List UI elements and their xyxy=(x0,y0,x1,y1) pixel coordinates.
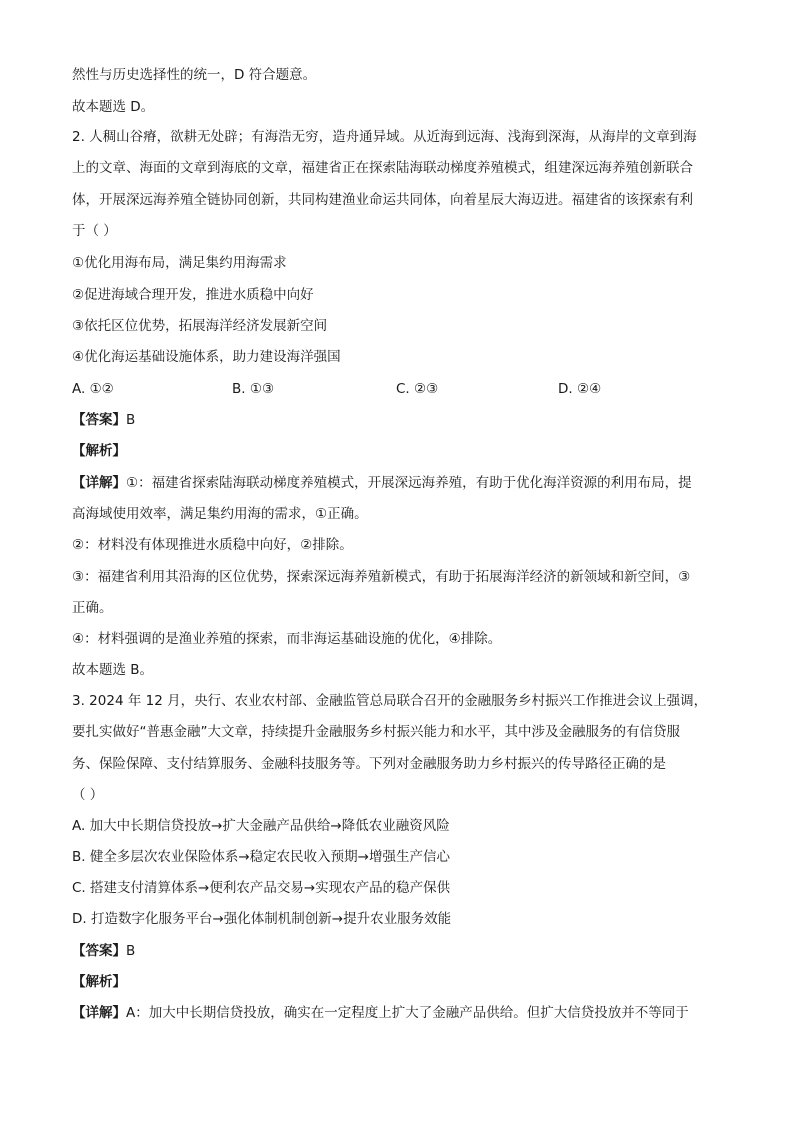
answer-value: B xyxy=(126,412,136,428)
answer-line xyxy=(72,411,135,429)
detail-line: ②：材料没有体现推进水质稳中向好，②排除。 xyxy=(72,537,353,553)
analysis-tag: 【解析】 xyxy=(72,443,126,459)
option-c: C. 搭建支付清算体系→便利农产品交易→实现农产品的稳产保供 xyxy=(72,880,451,896)
statement-2: ②促进海域合理开发，推进水质稳中向好 xyxy=(72,287,314,303)
statement-1: ①优化用海布局，满足集约用海需求 xyxy=(72,255,287,271)
detail-line xyxy=(72,1004,689,1022)
detail-line xyxy=(72,474,692,492)
text-line: 故本题选 D。 xyxy=(72,99,155,115)
question-2-stem: 2. 人稠山谷瘠，欲耕无处辟；有海浩无穷，造舟通异域。从近海到远海、浅海到深海，从海岸的文章到海 xyxy=(72,129,697,145)
option-d: D. ②④ xyxy=(558,381,602,397)
detail-line: ③：福建省利用其沿海的区位优势，探索深远海养殖新模式，有助于拓展海洋经济的新领域和新空间，③ xyxy=(72,569,691,585)
question-3-stem: 务、保险保障、支付结算服务、金融科技服务等。下列对金融服务助力乡村振兴的传导路径正确的是 xyxy=(72,756,666,772)
statement-3: ③依托区位优势，拓展海洋经济发展新空间 xyxy=(72,318,328,334)
detail-tag: 【详解】 xyxy=(72,475,126,491)
option-b: B. 健全多层次农业保险体系→稳定农民收入预期→增强生产信心 xyxy=(72,849,450,865)
option-a: A. 加大中长期信贷投放→扩大金融产品供给→降低农业融资风险 xyxy=(72,818,450,834)
option-d: D. 打造数字化服务平台→强化体制机制创新→提升农业服务效能 xyxy=(72,911,452,927)
question-2-stem: 于（ ） xyxy=(72,223,117,239)
question-3-stem: 3. 2024 年 12 月，央行、农业农村部、金融监管总局联合召开的金融服务乡村振兴工作推进会议上强调， xyxy=(72,693,708,709)
answer-tag: 【答案】 xyxy=(72,943,126,959)
analysis-tag: 【解析】 xyxy=(72,974,126,990)
answer-tag: 【答案】 xyxy=(72,412,126,428)
text-line: 然性与历史选择性的统一，D 符合题意。 xyxy=(72,67,317,83)
question-3-stem: 要扎实做好“普惠金融”大文章，持续提升金融服务乡村振兴能力和水平，其中涉及金融服务的有信贷服 xyxy=(72,724,680,740)
question-3-stem: （ ） xyxy=(72,787,104,803)
detail-text: A：加大中长期信贷投放，确实在一定程度上扩大了金融产品供给。但扩大信贷投放并不等同于 xyxy=(126,1005,689,1021)
question-2-stem: 体，开展深远海养殖全链协同创新，共同构建渔业命运共同体，向着星辰大海迈进。福建省的该探索有利 xyxy=(72,192,693,208)
detail-text: ①：福建省探索陆海联动梯度养殖模式，开展深远海养殖，有助于优化海洋资源的利用布局，提 xyxy=(126,475,692,491)
answer-value: B xyxy=(126,943,136,959)
option-b: B. ①③ xyxy=(232,381,275,397)
detail-tag: 【详解】 xyxy=(72,1005,126,1021)
detail-line: ④：材料强调的是渔业养殖的探索，而非海运基础设施的优化，④排除。 xyxy=(72,631,502,647)
option-c: C. ②③ xyxy=(396,381,439,397)
question-2-stem: 上的文章、海面的文章到海底的文章，福建省正在探索陆海联动梯度养殖模式，组建深远海养殖创新联合 xyxy=(72,160,693,176)
detail-line: 正确。 xyxy=(72,600,113,616)
detail-line: 高海域使用效率，满足集约用海的需求，①正确。 xyxy=(72,506,368,522)
statement-4: ④优化海运基础设施体系，助力建设海洋强国 xyxy=(72,349,341,365)
option-a: A. ①② xyxy=(72,381,114,397)
answer-line xyxy=(72,942,135,960)
conclusion-line: 故本题选 B。 xyxy=(72,662,154,678)
